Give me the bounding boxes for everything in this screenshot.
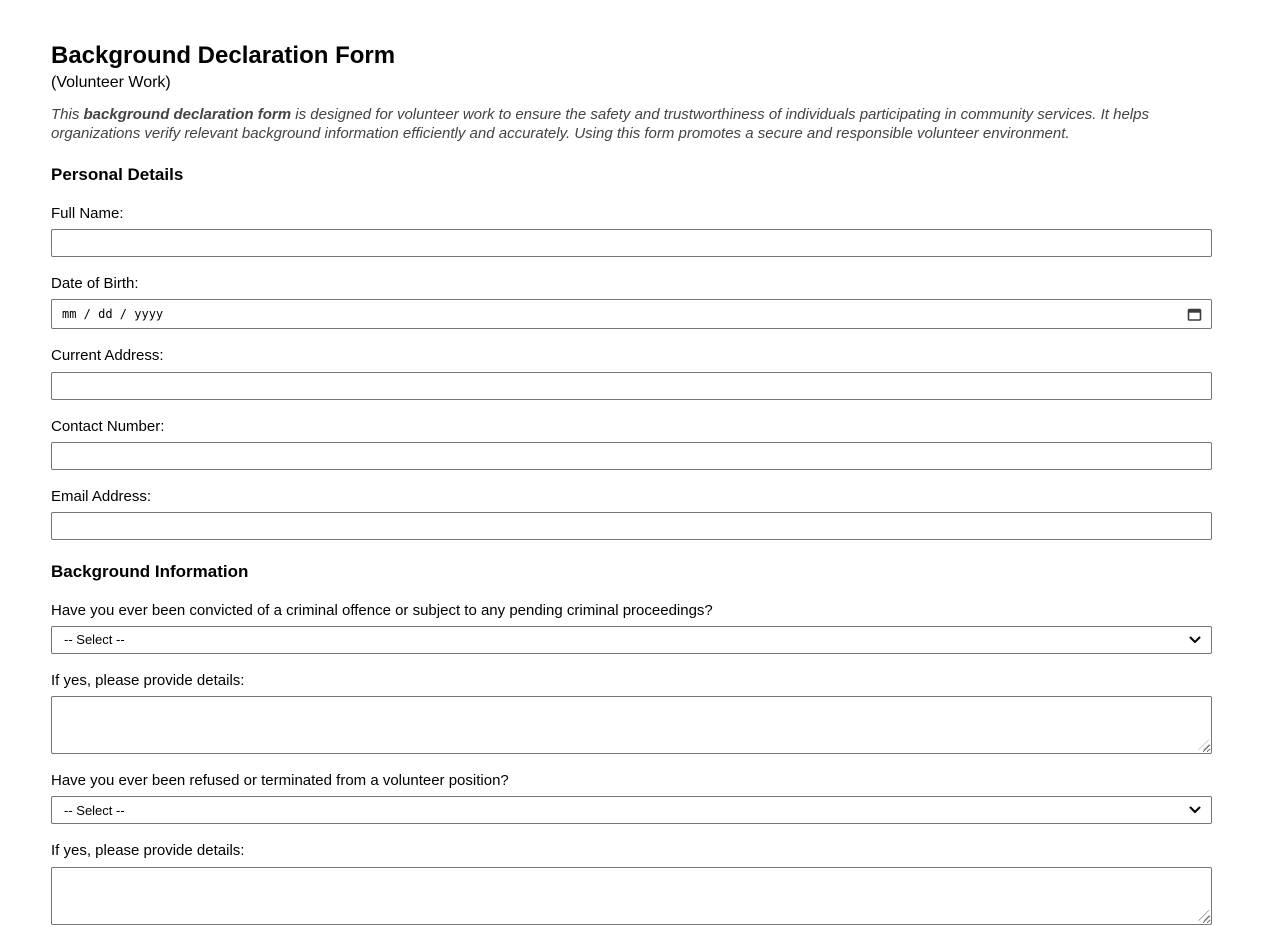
page-title: Background Declaration Form	[51, 42, 396, 69]
chevron-down-icon	[1189, 806, 1201, 814]
field-criminal-conviction-question	[51, 602, 1212, 654]
field-current-address	[51, 347, 1212, 399]
field-volunteer-termination-details	[51, 842, 1212, 924]
chevron-down-icon	[1189, 636, 1201, 644]
calendar-icon[interactable]	[1187, 307, 1202, 322]
criminal-conviction-details-label: If yes, please provide details:	[51, 671, 245, 689]
criminal-conviction-question-label: Have you ever been convicted of a criminal offence or subject to any pending criminal proceedings?	[51, 601, 713, 619]
field-contact-number	[51, 418, 1212, 470]
date-placeholder: mm / dd / yyyy	[62, 307, 164, 322]
description-text-bold: background declaration form	[83, 106, 292, 124]
volunteer-termination-question-label: Have you ever been refused or terminated from a volunteer position?	[51, 772, 509, 790]
current-address-input[interactable]	[51, 372, 1212, 400]
criminal-conviction-details-textarea[interactable]	[51, 696, 1212, 754]
description-text-after: is designed for volunteer work to ensure the safety and trustworthiness of individuals participating in community services. It helps organizations verify relevant background information efficiently and accurately. Using this form promotes a secure and responsible volunteer environment.	[51, 106, 1149, 142]
section-heading-personal-details: Personal Details	[51, 165, 184, 185]
description-text-before: This	[51, 106, 84, 124]
field-full-name	[51, 205, 1212, 257]
field-email-address	[51, 488, 1212, 540]
full-name-input[interactable]	[51, 229, 1212, 257]
form-description	[51, 106, 1212, 143]
criminal-conviction-details-textarea-wrap	[51, 696, 1212, 754]
contact-number-label: Contact Number:	[51, 417, 165, 435]
page-subtitle: (Volunteer Work)	[51, 73, 171, 91]
field-criminal-conviction-details	[51, 672, 1212, 754]
criminal-conviction-select[interactable]	[51, 626, 1212, 654]
date-of-birth-label: Date of Birth:	[51, 275, 139, 293]
field-volunteer-termination-question	[51, 772, 1212, 824]
criminal-conviction-select-value: -- Select --	[64, 632, 125, 648]
volunteer-termination-select[interactable]	[51, 796, 1212, 824]
contact-number-input[interactable]	[51, 442, 1212, 470]
current-address-label: Current Address:	[51, 347, 164, 365]
email-address-label: Email Address:	[51, 487, 152, 505]
volunteer-termination-details-textarea[interactable]	[51, 867, 1212, 925]
email-address-input[interactable]	[51, 512, 1212, 540]
volunteer-termination-details-textarea-wrap	[51, 867, 1212, 925]
full-name-label: Full Name:	[51, 204, 124, 222]
field-date-of-birth	[51, 275, 1212, 329]
volunteer-termination-details-label: If yes, please provide details:	[51, 842, 245, 860]
section-heading-background-information: Background Information	[51, 562, 249, 582]
date-of-birth-input[interactable]	[51, 299, 1212, 329]
volunteer-termination-select-value: -- Select --	[64, 802, 125, 818]
